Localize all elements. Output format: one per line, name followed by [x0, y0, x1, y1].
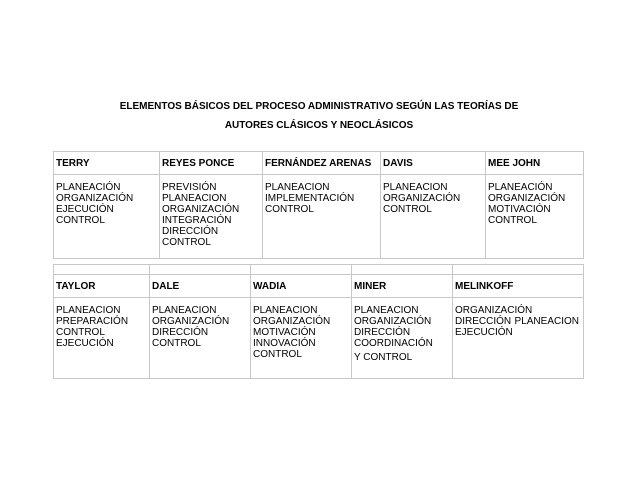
list-item: CONTROL	[56, 327, 105, 338]
authors-table-neoclassical	[53, 264, 584, 379]
list-item: PLANEACION	[253, 305, 318, 316]
spacer-cell	[352, 265, 453, 275]
cell-davis	[381, 175, 486, 259]
list-item: CONTROL	[383, 204, 432, 215]
list-item: ORGANIZACIÓN	[383, 193, 461, 204]
list-item: PLANEACION	[152, 305, 217, 316]
spacer-cell	[251, 265, 352, 275]
list-item: PLANEACION	[162, 193, 227, 204]
document-title-line-2: AUTORES CLÁSICOS Y NEOCLÁSICOS	[224, 120, 414, 131]
list-item: ORGANIZACIÓN	[162, 204, 240, 215]
list-item: EJECUCIÓN	[455, 327, 513, 338]
list-item: PLANEACION	[265, 182, 330, 193]
table-row	[54, 298, 584, 379]
list-item: DIRECCIÓN	[354, 327, 411, 338]
list-item: MOTIVACIÓN	[253, 327, 316, 338]
list-item: PREPARACIÓN	[56, 316, 129, 327]
cell-melinkoff	[453, 298, 584, 379]
list-item: DIRECCIÓN	[455, 316, 512, 327]
list-item: PLANEACION	[56, 305, 121, 316]
list-item: MOTIVACIÓN	[488, 204, 551, 215]
cell-fernandez-arenas	[263, 175, 381, 259]
spacer-row	[54, 265, 584, 275]
spacer-cell	[54, 265, 150, 275]
list-item: PLANEACION	[514, 316, 579, 327]
table-header-row	[54, 152, 584, 175]
authors-table-classical	[53, 151, 584, 259]
list-item: Y CONTROL	[354, 352, 413, 363]
cell-taylor	[54, 298, 150, 379]
header-taylor: TAYLOR	[54, 275, 150, 298]
list-item: DIRECCIÓN	[162, 226, 219, 237]
list-item: EJECUCIÓN	[56, 204, 114, 215]
list-item: CONTROL	[488, 215, 537, 226]
list-item: ORGANIZACIÓN	[253, 316, 331, 327]
list-item: ORGANIZACIÓN	[354, 316, 432, 327]
list-item: PLANEACION	[383, 182, 448, 193]
list-item: INTEGRACIÓN	[162, 215, 232, 226]
header-dale: DALE	[150, 275, 251, 298]
header-mee-john: MEE JOHN	[486, 152, 584, 175]
list-item: IMPLEMENTACIÓN	[265, 193, 355, 204]
table-header-row	[54, 275, 584, 298]
list-item: PLANEACIÓN	[488, 182, 553, 193]
table-row	[54, 175, 584, 259]
list-item: ORGANIZACIÓN	[56, 193, 134, 204]
spacer-cell	[453, 265, 584, 275]
list-item: CONTROL	[265, 204, 314, 215]
header-terry: TERRY	[54, 152, 160, 175]
cell-mee-john	[486, 175, 584, 259]
list-item: CONTROL	[152, 338, 201, 349]
header-reyes-ponce: REYES PONCE	[160, 152, 263, 175]
header-davis: DAVIS	[381, 152, 486, 175]
list-item: INNOVACIÓN	[253, 338, 316, 349]
header-fernandez-arenas: FERNÁNDEZ ARENAS	[263, 152, 381, 175]
list-item: CONTROL	[253, 349, 302, 360]
list-item: PLANEACION	[354, 305, 419, 316]
document-title-line-1: ELEMENTOS BÁSICOS DEL PROCESO ADMINISTRATIVO SEGÚN LAS TEORÍAS DE	[119, 101, 519, 112]
list-item: ORGANIZACIÓN	[152, 316, 230, 327]
cell-terry	[54, 175, 160, 259]
list-item-pair	[455, 316, 581, 327]
spacer-cell	[150, 265, 251, 275]
list-item: ORGANIZACIÓN	[455, 305, 533, 316]
list-item: ORGANIZACIÓN	[488, 193, 566, 204]
list-item: CONTROL	[56, 215, 105, 226]
header-miner: MINER	[352, 275, 453, 298]
list-item: DIRECCIÓN	[152, 327, 209, 338]
list-item: PREVISIÓN	[162, 182, 217, 193]
list-item: CONTROL	[162, 237, 211, 248]
list-item: EJECUCIÓN	[56, 338, 114, 349]
list-item: COORDINACIÓN	[354, 338, 433, 349]
cell-wadia	[251, 298, 352, 379]
header-wadia: WADIA	[251, 275, 352, 298]
header-melinkoff: MELINKOFF	[453, 275, 584, 298]
cell-miner	[352, 298, 453, 379]
cell-dale	[150, 298, 251, 379]
cell-reyes-ponce	[160, 175, 263, 259]
list-item: PLANEACIÓN	[56, 182, 121, 193]
